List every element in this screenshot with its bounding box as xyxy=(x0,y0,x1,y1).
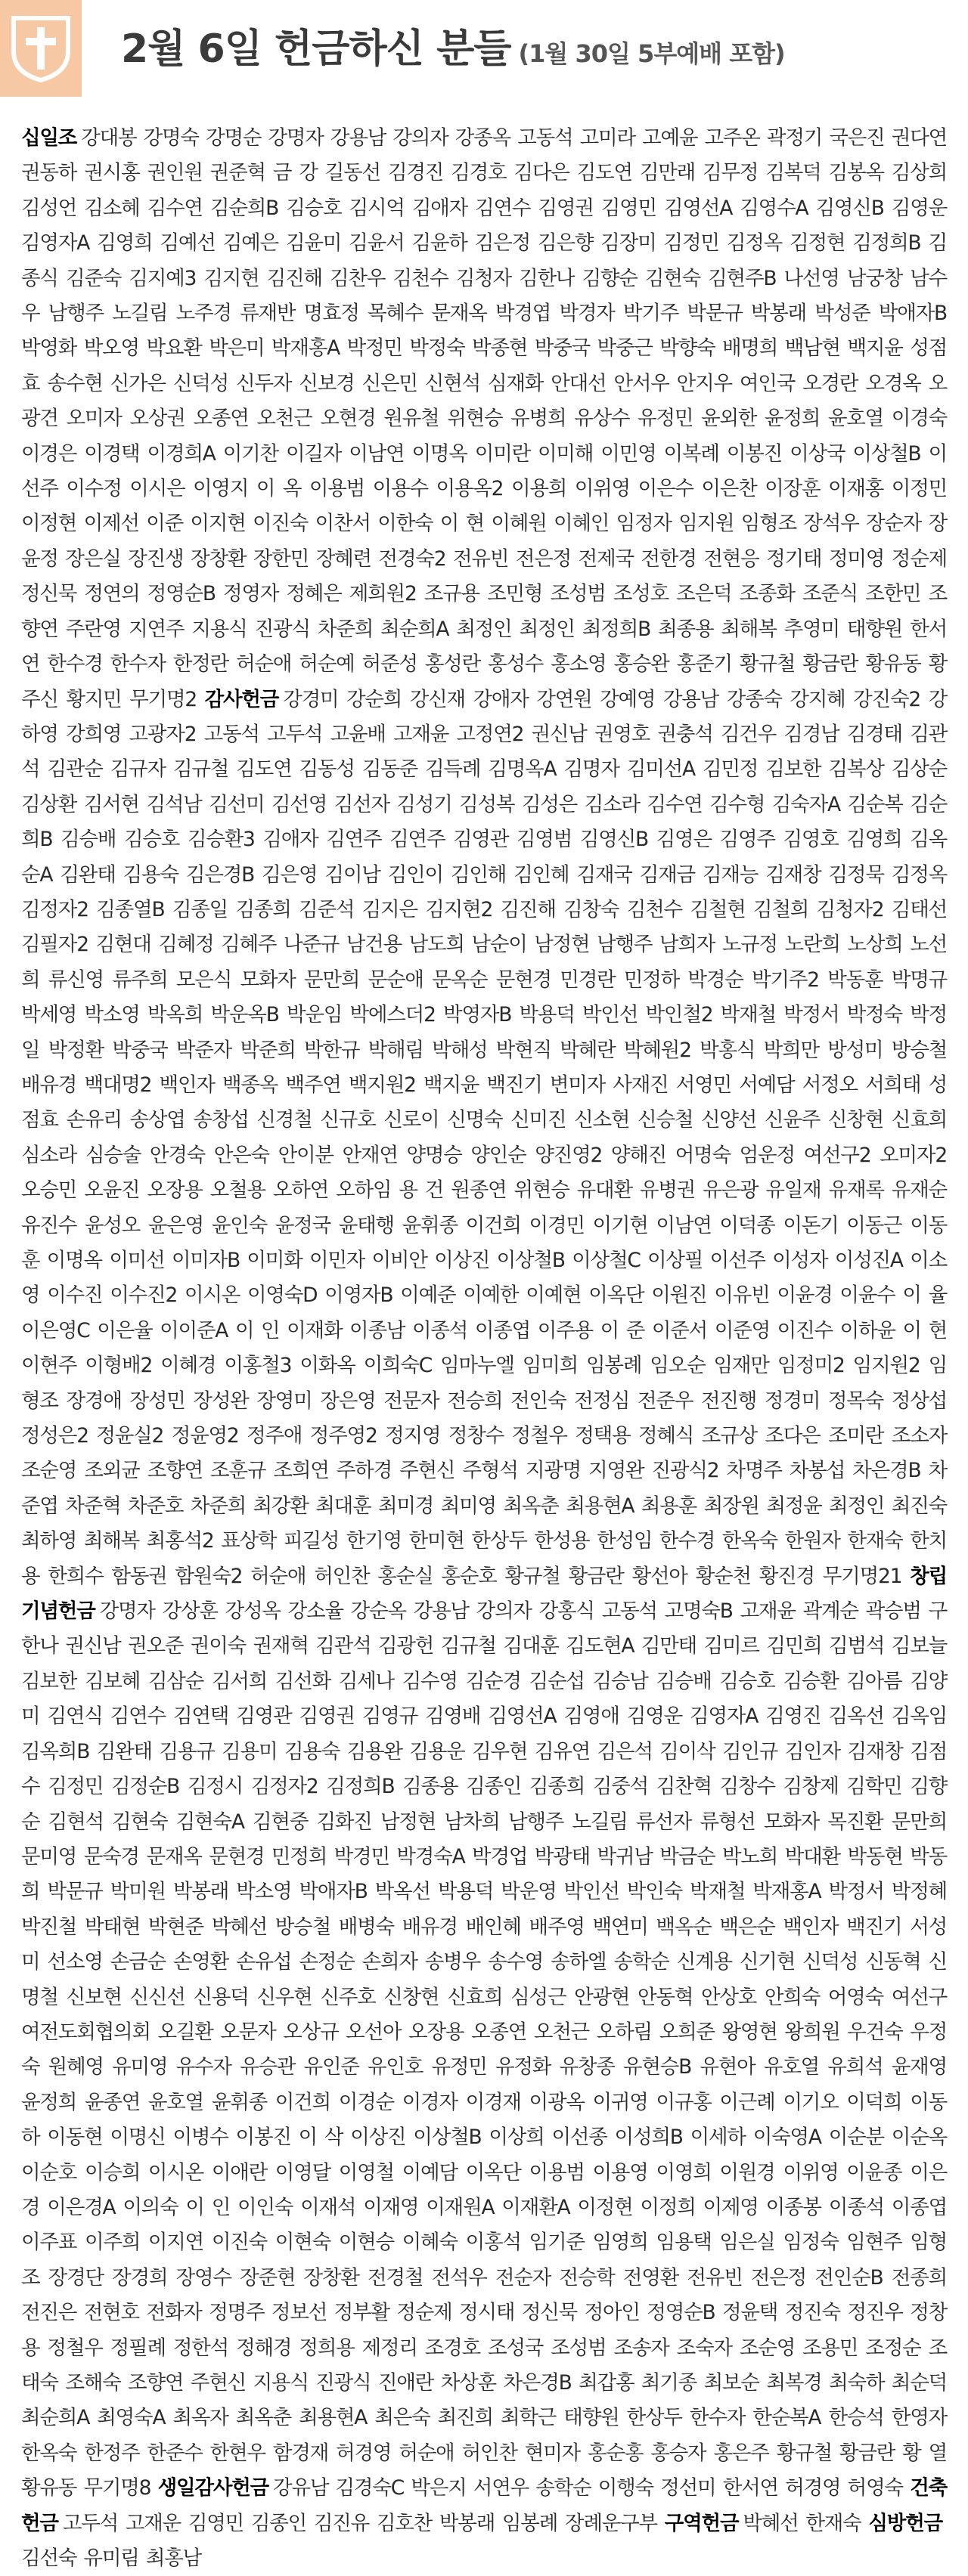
section-title-district: 구역헌금 xyxy=(664,2511,739,2535)
section-title-anniversary: 창립기념헌금 xyxy=(21,1564,947,1624)
page-title-text: 2월 6일 헌금하신 분들 xyxy=(121,26,511,72)
page-header xyxy=(0,0,968,97)
logo-panel xyxy=(0,0,82,97)
section-names-district: 박혜선 한재숙 xyxy=(743,2511,861,2535)
section-names-visitation: 김선숙 유미림 최홍남 xyxy=(21,2547,202,2571)
section-title-tithe: 십일조 xyxy=(21,126,77,150)
section-title-thanksgiving: 감사헌금 xyxy=(204,687,279,711)
donor-list xyxy=(21,121,947,2576)
section-title-building: 건축헌금 xyxy=(21,2476,947,2535)
section-names-thanksgiving: 강경미 강순희 강신재 강애자 강연원 강예영 강용남 강종숙 강지혜 강진숙2 강하영 강희영 고광자2 고동석 고두석 고윤배 고재윤 고정연2 권신남 권영호 권충석 김건우 김경남 김경태 김관석 김관순 김규자 김규철 김도연 김동성 김동준 김득례 김명옥A 김명자 김미선A 김민정 김보한 김복상 김상순 김상환 김서현 김석남 김선미 김선영 김선자 김성기 김성복 김성은 김소라 김수연 김수형 김숙자A 김순복 김순희B 김승배 김승호 김승환3 김애자 김연주 김연주 김영관 김영범 김영신B 김영은 김영주 김영호 김영희 김옥순A 김완태 김용숙 김은경B 김은영 김이남 김인이 김인해 김인혜 김재국 김재금 김재능 김재창 김정묵 김정옥 김정자2 김종열B 김종일 김종희 김준석 김지은 김지현2 김진해 김창숙 김천수 김철현 김철희 김청자2 김태선 김필자2 김현대 김혜정 김혜주 나준규 남건용 남도희 남순이 남정현 남행주 남희자 노규정 노란희 노상희 노선희 류신영 류주희 모은식 모화자 문만희 문순애 문옥순 문현경 민경란 민정하 박경순 박기주2 박동훈 박명규 박세영 박소영 박옥희 박운옥B 박운임 박에스더2 박영자B 박용덕 박인선 박인철2 박재철 박정서 박정숙 박정일 박정환 박중국 박준자 박준희 박한규 박해림 박해성 박현직 박혜란 박혜원2 박홍식 박희만 방성미 방승철 배유경 백대명2 백인자 백종옥 백주연 백지원2 백지윤 백진기 변미자 사재진 서영민 서예담 서정오 서희태 성점효 손유리 송상엽 송창섭 신경철 신규호 신로이 신명숙 신미진 신소현 신승철 신양선 신윤주 신창현 신효희 심소라 심승술 안경숙 안은숙 안이분 안재연 양명승 양인순 양진영2 양해진 어명숙 엄운정 여선구2 오미자2 오승민 오윤진 오장용 오철용 오하연 오하임 용 건 원종연 위현승 유대환 유병권 유은광 유일재 유재록 유재순 유진수 윤성오 윤은영 윤인숙 윤정국 윤태행 윤휘종 이건희 이경민 이기현 이남연 이덕종 이돈기 이동근 이동훈 이명옥 이미선 이미자B 이미화 이민자 이비안 이상진 이상철B 이상철C 이상필 이선주 이성자 이성진A 이소영 이수진 이수진2 이시온 이영숙D 이영자B 이예준 이예한 이예현 이옥단 이원진 이유빈 이윤경 이윤수 이 율 이은영C 이은율 이이준A 이 인 이재화 이종남 이종석 이종엽 이주용 이 준 이준서 이준영 이진수 이하윤 이 현 이현주 이형배2 이혜경 이홍철3 이화옥 이희숙C 임마누엘 임미희 임봉례 임오순 임재만 임정미2 임지원2 임형조 장경애 장성민 장성완 장영미 장은영 전문자 전승희 전인숙 전정심 전준우 전진행 정경미 정목숙 정상섭 정성은2 정윤실2 정윤영2 정주애 정주영2 정지영 정창수 정철우 정택용 정혜식 조규상 조다은 조미란 조소자 조순영 조외균 조향연 조훈규 조희연 주하경 주현신 주형석 지광명 지영완 진광식2 차명주 차봉섭 차은경B 차준엽 차준혁 차준호 차준희 최강환 최대훈 최미경 최미영 최옥춘 최용현A 최용훈 최장원 최정윤 최정인 최진숙 최하영 최해복 최홍석2 표상학 피길성 한기영 한미현 한상두 한성용 한성임 한수경 한옥숙 한원자 한재숙 한치용 한희수 함동권 함원숙2 허순애 허인찬 홍순실 홍순호 황규철 황금란 황선아 황순천 황진경 무기명21 xyxy=(21,687,947,1588)
section-anniversary xyxy=(21,1565,947,2500)
section-title-visitation: 심방헌금 xyxy=(868,2511,943,2535)
section-names-birthday: 강유남 김경숙C 박은지 서연우 송학순 이행숙 정선미 한서연 허경영 허영숙 xyxy=(273,2476,903,2500)
section-district xyxy=(665,2512,861,2535)
cross-shield-icon xyxy=(9,14,73,83)
page-title xyxy=(121,17,785,73)
section-tithe xyxy=(21,126,947,711)
section-names-building: 고두석 고재운 김영민 김종인 김진유 김호찬 박봉래 임봉례 장례운구부 xyxy=(62,2511,657,2535)
page-subtitle: (1월 30일 5부예배 포함) xyxy=(518,39,785,68)
section-title-birthday: 생일감사헌금 xyxy=(157,2476,269,2500)
section-names-anniversary: 강명자 강상훈 강성옥 강소율 강순옥 강용남 강의자 강홍식 고동석 고명숙B 고재윤 곽계순 곽승범 구한나 권신남 권오준 권이숙 권재혁 김관석 김광헌 김규철 김대훈 김도현A 김만태 김미르 김민희 김범석 김보늘 김보한 김보혜 김삼순 김서희 김선화 김세나 김수영 김순경 김순섭 김승남 김승배 김승호 김승환 김아름 김양미 김연식 김연수 김연택 김영관 김영권 김영규 김영배 김영선A 김영애 김영운 김영자A 김영진 김옥선 김옥임 김옥희B 김완태 김용규 김용미 김용숙 김용완 김용운 김우현 김유연 김은석 김이삭 김인규 김인자 김재창 김점수 김정민 김정순B 김정시 김정자2 김정희B 김종용 김종인 김종희 김중석 김찬혁 김창수 김창제 김학민 김향순 김현석 김현숙 김현숙A 김현중 김화진 남정현 남차희 남행주 노길림 류선자 류형선 모화자 목진환 문만희 문미영 문숙경 문재옥 문현경 민정희 박경민 박경숙A 박경업 박광태 박귀남 박금순 박노희 박대환 박동현 박동희 박문규 박미원 박봉래 박소영 박애자B 박옥선 박용덕 박운영 박인선 박인숙 박재철 박재홍A 박정서 박정혜 박진철 박태현 박현준 박혜선 방승철 배병숙 배유경 배인혜 배주영 백연미 백옥순 백은순 백인자 백진기 서성미 선소영 손금순 손영환 손유섭 손정순 손희자 송병우 송수영 송하엘 송학순 신계용 신기현 신덕성 신동혁 신명철 신보현 신신선 신용덕 신우현 신주호 신창현 신효희 심성근 안광현 안동혁 안상호 안희숙 어영숙 여선구 여전도회협의회 오길환 오문자 오상규 오선아 오장용 오종연 오천근 오하림 오희준 왕영현 왕희원 우건숙 우정숙 원혜영 유미영 유수자 유승관 유인준 유인호 유정민 유정화 유창종 유현승B 유현아 유호열 유희석 윤재영 윤정희 윤종연 윤호열 윤휘종 이건희 이경순 이경자 이경재 이광옥 이귀영 이규홍 이근례 이기오 이덕희 이동하 이동현 이명신 이병수 이봉진 이 삭 이상진 이상철B 이상희 이선종 이성희B 이세하 이숙영A 이순분 이순옥 이순호 이승희 이시온 이애란 이영달 이영철 이예담 이옥단 이용범 이용영 이영희 이원경 이위영 이윤종 이은경 이은경A 이의숙 이 인 이인숙 이재석 이재영 이재원A 이재환A 이정현 이정희 이제영 이종봉 이종석 이종엽 이주표 이주희 이지연 이진숙 이현숙 이현승 이혜숙 이홍석 임기준 임영희 임용택 임은실 임정숙 임현주 임형조 장경단 장경희 장영수 장준현 장창환 전경철 전석우 전순자 전승학 전영환 전유빈 전은정 전인순B 전종희 전진은 전현호 전화자 정명주 정보선 정부활 정순제 정시태 정신묵 정아인 정영순B 정윤택 정진숙 정진우 정창용 정철우 정필례 정한석 정해경 정희용 제정리 조경호 조성국 조성범 조송자 조숙자 조순영 조용민 조정순 조태숙 조해숙 조향연 주현신 지용식 진광식 진애란 차상훈 차은경B 최갑홍 최기종 최보순 최복경 최숙하 최순덕 최순희A 최영숙A 최옥자 최옥춘 최용현A 최은숙 최진희 최학근 태향원 한상두 한수자 한순복A 한승석 한영자 한옥숙 한정주 한준수 한현우 함경재 허경영 허순애 허인찬 현미자 홍순홍 홍승자 홍은주 황규철 황금란 황 열 황유동 무기명8 xyxy=(21,1599,947,2500)
section-thanksgiving xyxy=(21,688,947,1588)
section-names-tithe: 강대봉 강명숙 강명순 강명자 강용남 강의자 강종옥 고동석 고미라 고예윤 고주온 곽정기 국은진 권다연 권동하 권시홍 권인원 권준혁 금 강 길동선 김경진 김경호 김다은 김도연 김만래 김무정 김복덕 김봉옥 김상희 김성언 김소혜 김수연 김순희B 김승호 김시억 김애자 김연수 김영권 김영민 김영선A 김영수A 김영신B 김영운 김영자A 김영희 김예선 김예은 김윤미 김윤서 김윤하 김은정 김은향 김장미 김정민 김정옥 김정현 김정희B 김종식 김준숙 김지예3 김지현 김진해 김찬우 김천수 김청자 김한나 김향순 김현숙 김현주B 나선영 남궁창 남수우 남행주 노길림 노주경 류재반 명효정 목혜수 문재옥 박경엽 박경자 박기주 박문규 박봉래 박성준 박애자B 박영화 박오영 박요환 박은미 박재홍A 박정민 박정숙 박종현 박중국 박중근 박향숙 배명희 백남현 백지윤 성점효 송수현 신가은 신덕성 신두자 신보경 신은민 신현석 심재화 안대선 안서우 안지우 여인국 오경란 오경옥 오광견 오미자 오상권 오종연 오천근 오현경 원유철 위현승 유병희 유상수 유정민 윤외한 윤정희 윤호열 이경숙 이경은 이경택 이경희A 이기찬 이길자 이남연 이명옥 이미란 이미해 이민영 이복례 이봉진 이상국 이상철B 이선주 이수정 이시은 이영지 이 옥 이용범 이용수 이용옥2 이용희 이위영 이은수 이은찬 이장훈 이재홍 이정민 이정현 이제선 이준 이지현 이진숙 이찬서 이한숙 이 현 이혜원 이혜인 임정자 임지원 임형조 장석우 장순자 장윤정 장은실 장진생 장창환 장한민 장혜련 전경숙2 전유빈 전은정 전제국 전한경 전현응 정기태 정미영 정순제 정신묵 정연의 정영순B 정영자 정혜은 제희원2 조규용 조민형 조성범 조성호 조은덕 조종화 조준식 조한민 조향연 주란영 지연주 지용식 진광식 차준희 최순희A 최정인 최정인 최정희B 최종용 최해복 추영미 태향원 한서연 한수경 한수자 한정란 허순애 허순예 허준성 홍성란 홍성수 홍소영 홍승완 홍준기 황규철 황금란 황유동 황주신 황지민 무기명2 xyxy=(21,126,947,711)
section-birthday xyxy=(158,2476,903,2500)
